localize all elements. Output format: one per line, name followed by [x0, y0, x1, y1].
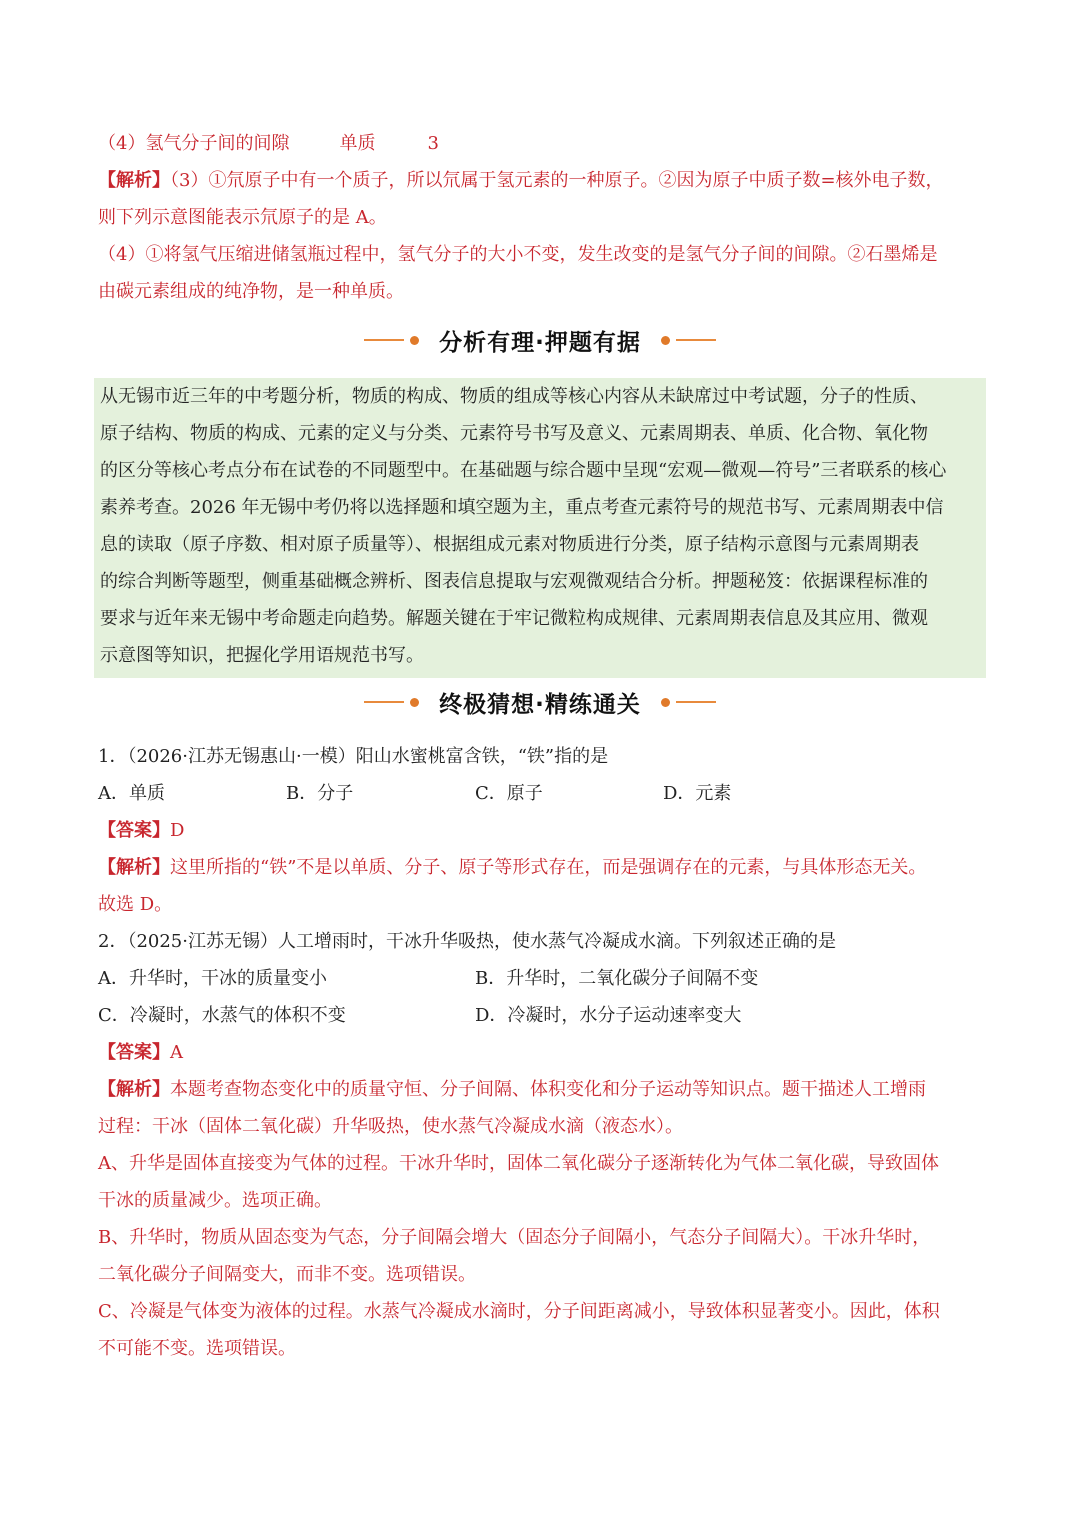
- summary-line: 从无锡市近三年的中考题分析，物质的构成、物质的组成等核心内容从未缺席过中考试题，分子的性质、: [100, 386, 928, 407]
- answer-4-line: [98, 125, 988, 162]
- heading-left-dot: [410, 336, 419, 345]
- answer-tag: 【答案】: [98, 1042, 170, 1063]
- section-heading-analysis: [0, 320, 1080, 360]
- question-2-stem: 2．（2025·江苏无锡）人工增雨时，干冰升华吸热，使水蒸气冷凝成水滴。下列叙述正确的是: [98, 931, 836, 952]
- q1-option-d: D．元素: [663, 783, 732, 804]
- q1-option-a: A．单质: [98, 783, 165, 804]
- q1-analysis-line2: 故选 D。: [98, 894, 173, 915]
- q2-analysis-line: C、冷凝是气体变为液体的过程。水蒸气冷凝成水滴时，分子间距离减小，导致体积显著变小。因此，体积: [98, 1301, 940, 1322]
- summary-line: 的综合判断等题型，侧重基础概念辨析、图表信息提取与宏观微观结合分析。押题秘笈：依据课程标准的: [100, 571, 928, 592]
- q1-answer-line: [98, 812, 988, 849]
- q1-answer: D: [170, 820, 185, 841]
- section-heading-practice: [0, 682, 1080, 722]
- heading-right-bar: [676, 339, 716, 341]
- heading-right-bar: [676, 701, 716, 703]
- q2-analysis-line: B、升华时，物质从固态变为气态，分子间隔会增大（固态分子间隔小，气态分子间隔大）。干冰升华时，: [98, 1227, 931, 1248]
- analysis-tag: 【解析】: [98, 857, 170, 878]
- heading-right-dot: [661, 336, 670, 345]
- q1-analysis-text: 这里所指的“铁”不是以单质、分子、原子等形式存在，而是强调存在的元素，与具体形态无关。: [170, 857, 927, 878]
- analysis-4-line1: （4）①将氢气压缩进储氢瓶过程中，氢气分子的大小不变，发生改变的是氢气分子间的间隙。②石墨烯是: [98, 244, 938, 265]
- section-title: 分析有理·押题有据: [439, 329, 641, 356]
- heading-left-bar: [364, 339, 404, 341]
- analysis-tag: 【解析】: [98, 1079, 170, 1100]
- heading-right-dot: [661, 698, 670, 707]
- answer-4-col3: 3: [427, 133, 439, 154]
- q1-option-b: B．分子: [286, 783, 354, 804]
- section-title: 终极猜想·精练通关: [439, 691, 641, 718]
- summary-line: 示意图等知识，把握化学用语规范书写。: [100, 645, 424, 666]
- answer-tag: 【答案】: [98, 820, 170, 841]
- q2-analysis-line: 不可能不变。选项错误。: [98, 1338, 296, 1359]
- q2-analysis-line1: [98, 1071, 988, 1108]
- q2-answer-line: [98, 1034, 988, 1071]
- q1-option-c: C．原子: [475, 783, 543, 804]
- q2-option-d: D．冷凝时，水分子运动速率变大: [475, 1005, 742, 1026]
- heading-left-bar: [364, 701, 404, 703]
- q2-analysis-line: 过程：干冰（固体二氧化碳）升华吸热，使水蒸气冷凝成水滴（液态水）。: [98, 1116, 683, 1137]
- q2-analysis-line: 干冰的质量减少。选项正确。: [98, 1190, 332, 1211]
- q2-analysis-line: 二氧化碳分子间隔变大，而非不变。选项错误。: [98, 1264, 476, 1285]
- question-1-stem: 1．（2026·江苏无锡惠山·一模）阳山水蜜桃富含铁，“铁”指的是: [98, 746, 609, 767]
- heading-left-dot: [410, 698, 419, 707]
- summary-line: 原子结构、物质的构成、元素的定义与分类、元素符号书写及意义、元素周期表、单质、化合物、氧化物: [100, 423, 928, 444]
- summary-line: 的区分等核心考点分布在试卷的不同题型中。在基础题与综合题中呈现“宏观—微观—符号”三者联系的核心: [100, 460, 947, 481]
- analysis-3-line1: [98, 162, 988, 199]
- q2-option-b: B．升华时，二氧化碳分子间隔不变: [475, 968, 759, 989]
- analysis-3-line2: 则下列示意图能表示氘原子的是 A。: [98, 207, 387, 228]
- summary-line: 素养考查。2026 年无锡中考仍将以选择题和填空题为主，重点考查元素符号的规范书写、元素周期表中信: [100, 497, 944, 518]
- q1-analysis-line1: [98, 849, 988, 886]
- analysis-tag: 【解析】: [98, 170, 170, 191]
- q2-analysis-text: 本题考查物态变化中的质量守恒、分子间隔、体积变化和分子运动等知识点。题干描述人工增雨: [170, 1079, 926, 1100]
- q2-answer: A: [170, 1042, 183, 1063]
- summary-line: 要求与近年来无锡中考命题走向趋势。解题关键在于牢记微粒构成规律、元素周期表信息及其应用、微观: [100, 608, 928, 629]
- q2-option-c: C．冷凝时，水蒸气的体积不变: [98, 1005, 346, 1026]
- analysis-summary-box: [94, 378, 986, 678]
- answer-4-col2: 单质: [339, 133, 376, 154]
- q2-option-a: A．升华时，干冰的质量变小: [98, 968, 327, 989]
- analysis-4-line2: 由碳元素组成的纯净物，是一种单质。: [98, 281, 404, 302]
- summary-line: 息的读取（原子序数、相对原子质量等）、根据组成元素对物质进行分类，原子结构示意图与元素周期表: [100, 534, 919, 555]
- answer-4-label: （4）氢气分子间的间隙: [98, 133, 290, 154]
- q2-analysis-line: A、升华是固体直接变为气体的过程。干冰升华时，固体二氧化碳分子逐渐转化为气体二氧化碳，导致固体: [98, 1153, 939, 1174]
- analysis-3-text: （3）①氘原子中有一个质子，所以氘属于氢元素的一种原子。②因为原子中质子数=核外电子数，: [170, 170, 944, 191]
